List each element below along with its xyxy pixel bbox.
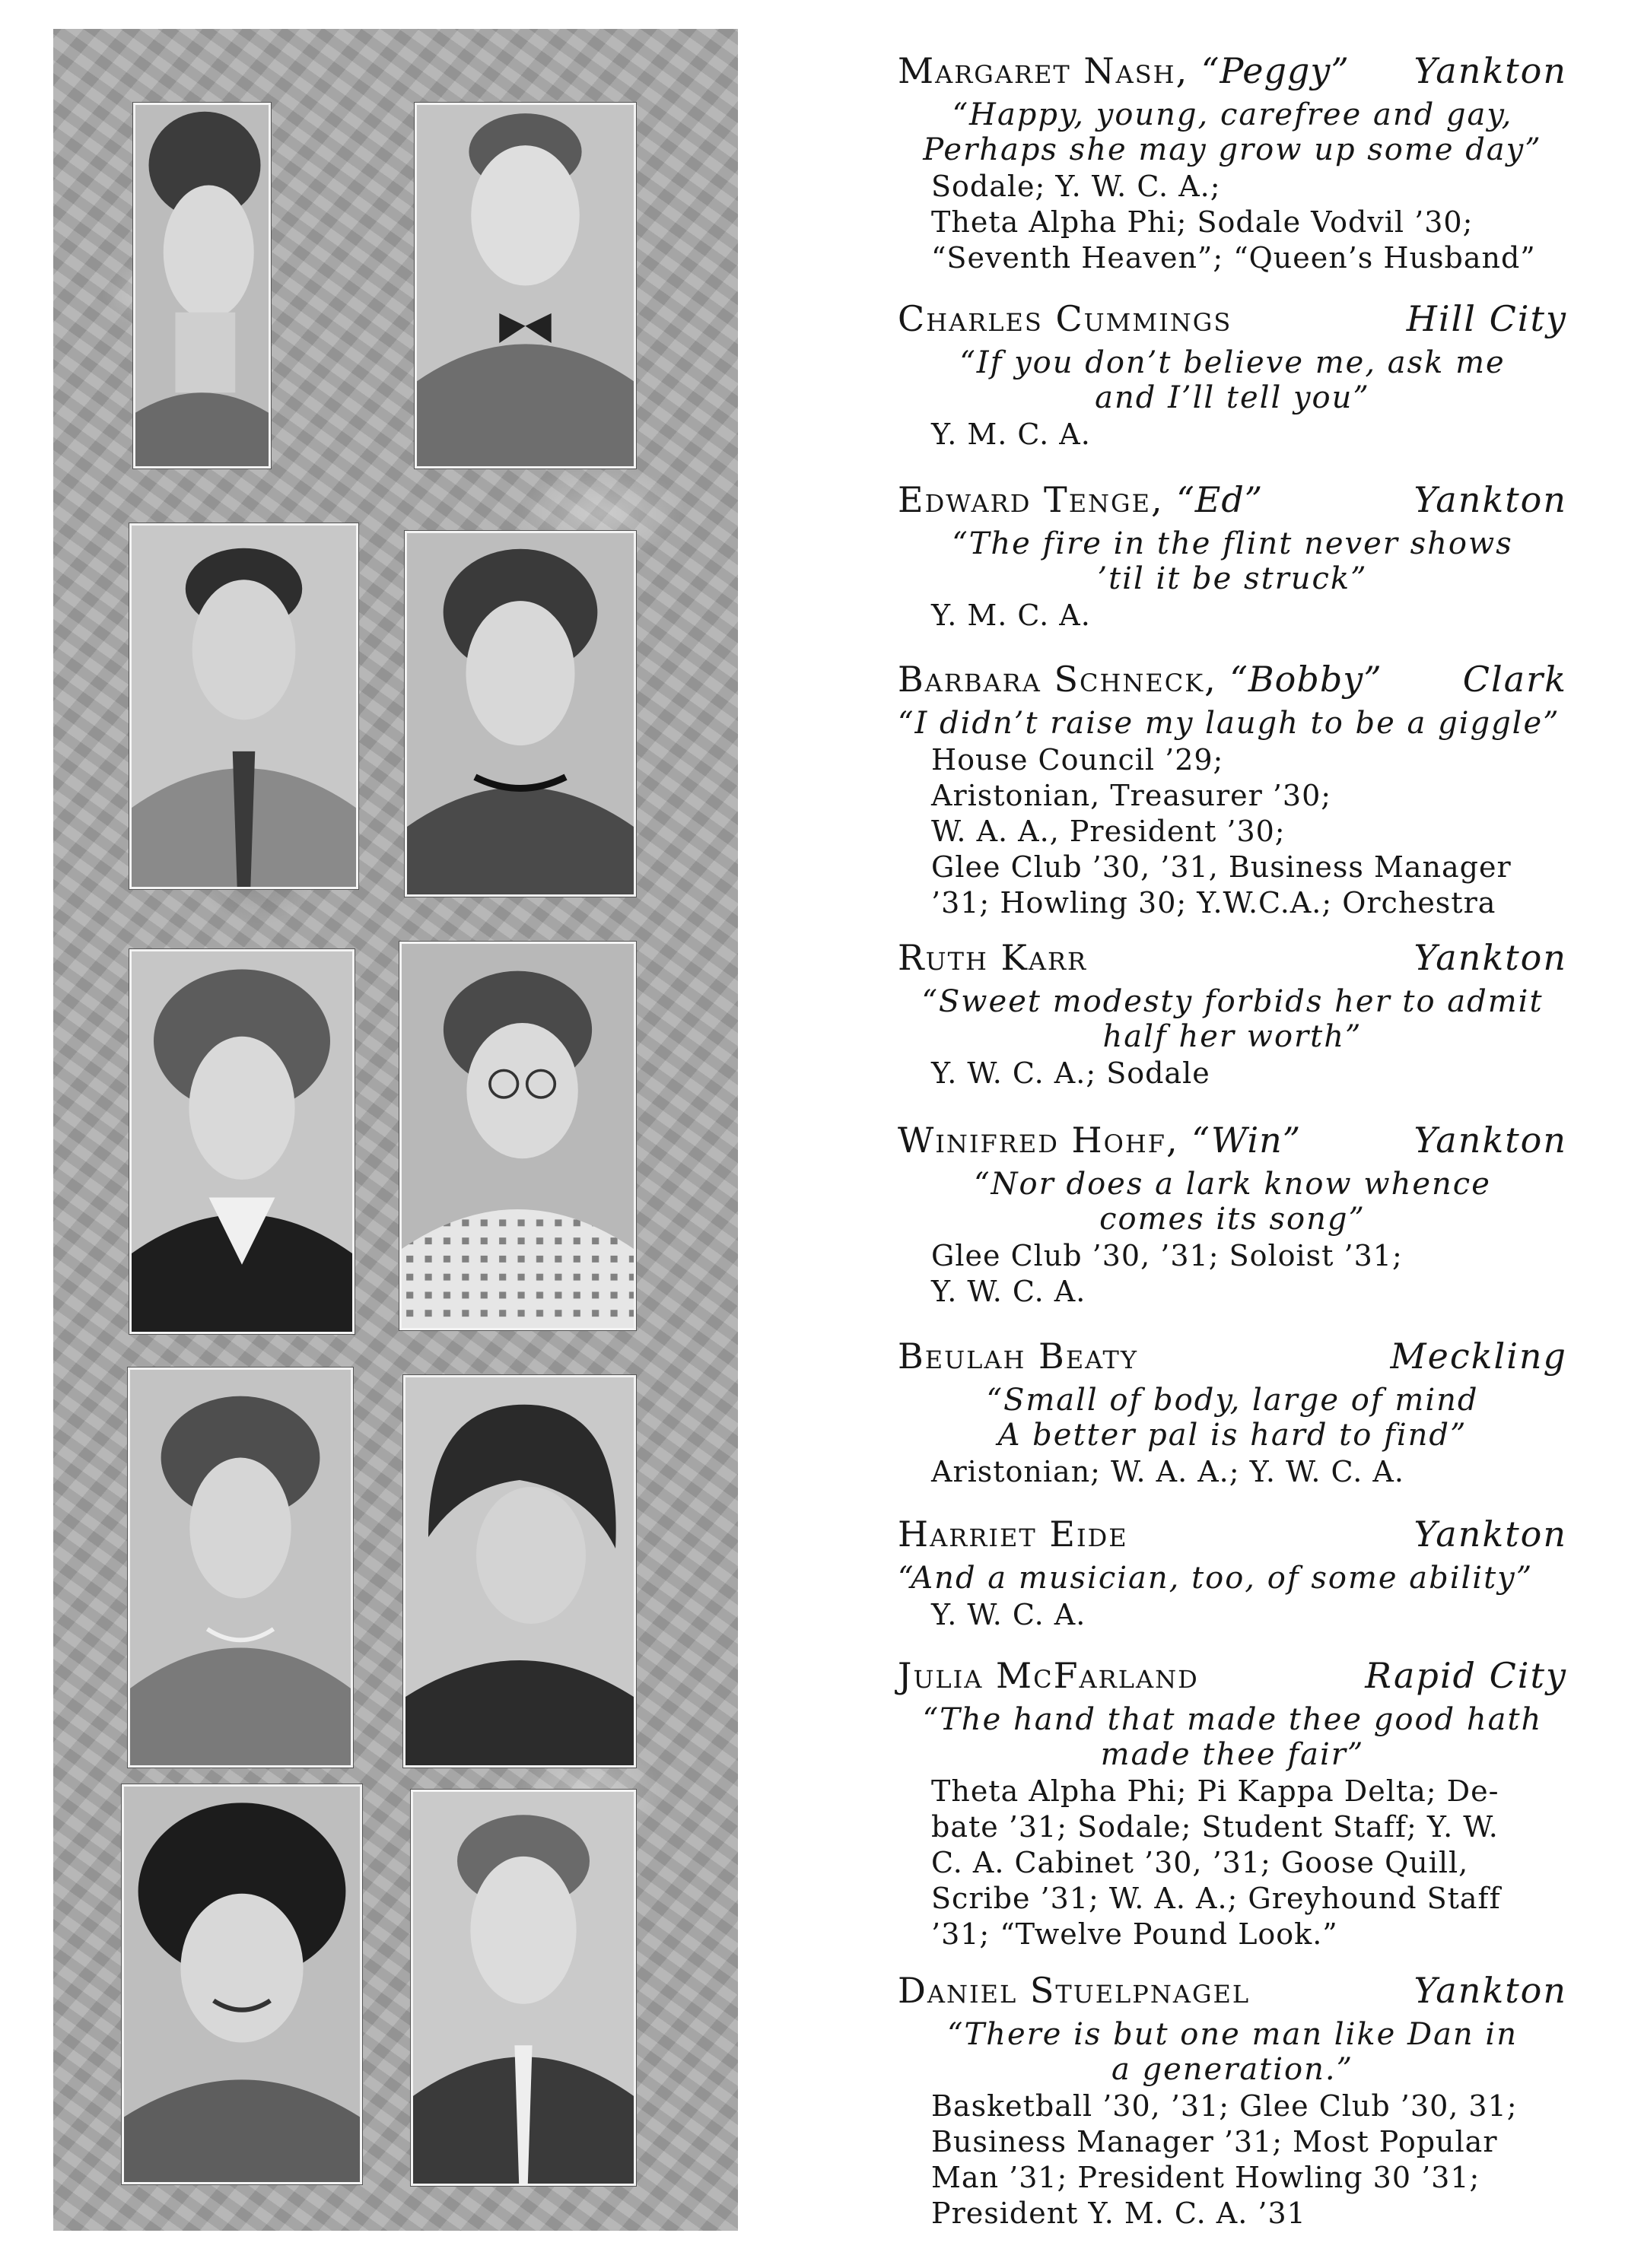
portrait-photo	[129, 949, 355, 1334]
student-activities	[898, 742, 1567, 921]
student-activities	[898, 1238, 1567, 1310]
student-name	[898, 1120, 1301, 1161]
student-hometown: Yankton	[1414, 1514, 1567, 1555]
student-name-text: Winifred Hohf,	[898, 1120, 1179, 1161]
student-hometown: Yankton	[1414, 1120, 1567, 1161]
student-activities	[898, 598, 1567, 634]
portrait-photo	[415, 103, 636, 469]
quote-line: A better pal is hard to find”	[997, 1418, 1468, 1453]
quote-line: made thee fair”	[1100, 1737, 1365, 1772]
student-activities	[898, 1454, 1567, 1490]
student-hometown: Clark	[1462, 659, 1567, 700]
activity-line: Basketball ’30, ’31; Glee Club ’30, 31;	[931, 2089, 1518, 2123]
portrait-photo	[128, 1367, 353, 1768]
student-activities	[898, 1597, 1567, 1633]
quote-line: a generation.”	[1111, 2052, 1354, 2087]
portrait-photo	[122, 1784, 362, 2184]
student-name: Daniel Stuelpnagel	[898, 1970, 1251, 2011]
student-hometown: Yankton	[1414, 1970, 1567, 2011]
student-nickname: “Win”	[1191, 1120, 1302, 1161]
name-line	[898, 937, 1567, 983]
student-name: Charles Cummings	[898, 298, 1232, 339]
quote-line: “Sweet modesty forbids her to admit	[921, 984, 1544, 1019]
portrait-photo	[411, 1790, 636, 2186]
quote-line: Perhaps she may grow up some day”	[923, 132, 1542, 167]
activity-line: Glee Club ’30, ’31, Business Manager	[931, 850, 1512, 884]
portrait-photo	[133, 103, 271, 469]
quote-line: “If you don’t believe me, ask me	[959, 345, 1506, 380]
activity-line: Business Manager ’31; Most Popular	[931, 2125, 1498, 2158]
senior-entry	[898, 1655, 1567, 1952]
activity-line: Y. M. C. A.	[931, 599, 1091, 632]
activity-line: Theta Alpha Phi; Pi Kappa Delta; De-	[931, 1774, 1499, 1808]
senior-entry	[898, 1514, 1567, 1633]
activity-line: Y. W. C. A.; Sodale	[931, 1056, 1210, 1090]
name-line	[898, 479, 1567, 525]
quote-line: “The fire in the flint never shows	[952, 526, 1513, 561]
senior-entry	[898, 479, 1567, 634]
senior-entry	[898, 659, 1567, 921]
quote-line: “And a musician, too, of some ability”	[898, 1561, 1534, 1596]
activity-line: Scribe ’31; W. A. A.; Greyhound Staff	[931, 1882, 1501, 1915]
student-name	[898, 659, 1382, 700]
student-hometown: Hill City	[1406, 298, 1567, 339]
student-name-text: Edward Tenge,	[898, 479, 1164, 520]
quote-line: “Nor does a lark know whence	[974, 1167, 1491, 1202]
student-nickname: “Ed”	[1176, 479, 1264, 520]
photo-strip	[53, 29, 738, 2231]
activity-line: Theta Alpha Phi; Sodale Vodvil ’30;	[931, 205, 1474, 239]
activity-line: bate ’31; Sodale; Student Staff; Y. W.	[931, 1810, 1499, 1844]
quote-line: “I didn’t raise my laugh to be a giggle”	[898, 706, 1560, 741]
student-name: Harriet Eide	[898, 1514, 1128, 1555]
quote-line: comes its song”	[1099, 1202, 1366, 1237]
activity-line: Man ’31; President Howling 30 ’31;	[931, 2161, 1480, 2194]
quote-line: and I’ll tell you”	[1095, 380, 1370, 415]
quote-line: half her worth”	[1102, 1019, 1363, 1054]
student-quote	[898, 1561, 1567, 1596]
student-name-text: Margaret Nash,	[898, 50, 1189, 91]
activity-line: Y. W. C. A.	[931, 1598, 1086, 1631]
portrait-photo	[399, 942, 636, 1330]
student-activities	[898, 169, 1567, 276]
student-hometown: Meckling	[1390, 1336, 1567, 1377]
student-quote	[898, 97, 1567, 167]
senior-entry	[898, 1970, 1567, 2231]
activity-line: Y. M. C. A.	[931, 418, 1091, 451]
student-name: Julia McFarland	[898, 1655, 1199, 1696]
student-name-text: Barbara Schneck,	[898, 659, 1217, 700]
student-hometown: Rapid City	[1365, 1655, 1567, 1696]
quote-line: “There is but one man like Dan in	[947, 2017, 1518, 2052]
activity-line: W. A. A., President ’30;	[931, 815, 1286, 848]
quote-line: ’til it be struck”	[1097, 561, 1368, 596]
student-hometown: Yankton	[1414, 937, 1567, 978]
name-line	[898, 659, 1567, 704]
senior-entry	[898, 50, 1567, 276]
student-hometown: Yankton	[1414, 50, 1567, 91]
name-line	[898, 298, 1567, 344]
name-line	[898, 1120, 1567, 1165]
activity-line: Sodale; Y. W. C. A.;	[931, 170, 1221, 203]
name-line	[898, 1514, 1567, 1559]
senior-entry	[898, 1120, 1567, 1310]
student-name: Ruth Karr	[898, 937, 1088, 978]
activity-line: Aristonian, Treasurer ’30;	[931, 779, 1332, 812]
student-name	[898, 479, 1263, 520]
activity-line: President Y. M. C. A. ’31	[931, 2197, 1306, 2230]
student-activities	[898, 1774, 1567, 1952]
student-quote	[898, 1702, 1567, 1772]
activity-line: “Seventh Heaven”; “Queen’s Husband”	[931, 241, 1536, 275]
senior-entry	[898, 1336, 1567, 1490]
portrait-photo	[129, 523, 358, 889]
quote-line: “Happy, young, carefree and gay,	[952, 97, 1513, 132]
student-quote	[898, 2017, 1567, 2087]
student-quote	[898, 706, 1567, 741]
student-quote	[898, 1383, 1567, 1453]
activity-line: Y. W. C. A.	[931, 1275, 1086, 1308]
name-line	[898, 1970, 1567, 2015]
activity-line: ’31; Howling 30; Y.W.C.A.; Orchestra	[931, 886, 1496, 920]
activity-line: House Council ’29;	[931, 743, 1224, 777]
student-hometown: Yankton	[1414, 479, 1567, 520]
name-line	[898, 1655, 1567, 1701]
student-nickname: “Bobby”	[1229, 659, 1382, 700]
student-quote	[898, 1167, 1567, 1237]
student-nickname: “Peggy”	[1200, 50, 1350, 91]
student-name	[898, 50, 1350, 91]
student-quote	[898, 984, 1567, 1054]
student-activities	[898, 2089, 1567, 2231]
student-quote	[898, 345, 1567, 415]
student-quote	[898, 526, 1567, 596]
student-name: Beulah Beaty	[898, 1336, 1139, 1377]
name-line	[898, 50, 1567, 96]
quote-line: “The hand that made thee good hath	[922, 1702, 1543, 1737]
activity-line: C. A. Cabinet ’30, ’31; Goose Quill,	[931, 1846, 1469, 1879]
senior-entry	[898, 937, 1567, 1091]
portrait-photo	[403, 1375, 636, 1768]
quote-line: “Small of body, large of mind	[986, 1383, 1479, 1418]
student-activities	[898, 1056, 1567, 1091]
activity-line: ’31; “Twelve Pound Look.”	[931, 1917, 1338, 1951]
name-line	[898, 1336, 1567, 1381]
portrait-photo	[405, 531, 636, 897]
senior-entry	[898, 298, 1567, 453]
activity-line: Glee Club ’30, ’31; Soloist ’31;	[931, 1239, 1403, 1272]
student-activities	[898, 417, 1567, 453]
activity-line: Aristonian; W. A. A.; Y. W. C. A.	[931, 1455, 1404, 1488]
